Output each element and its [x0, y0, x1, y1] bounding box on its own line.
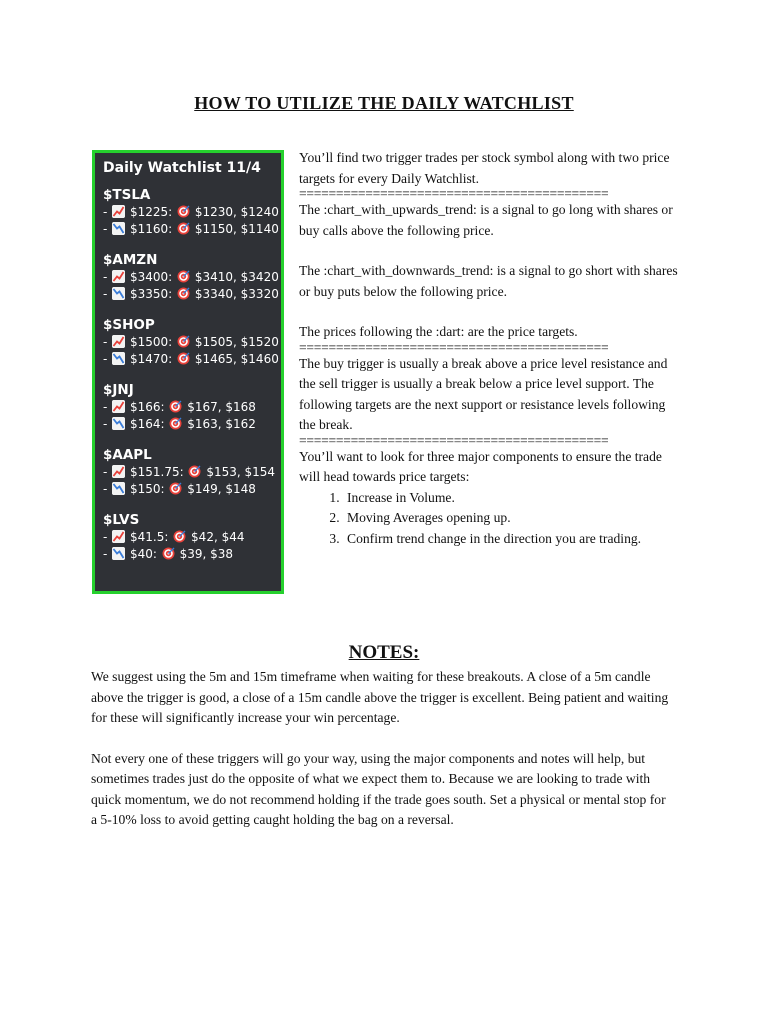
chart-upwards-icon: [112, 400, 125, 413]
notes-paragraph-2: Not every one of these triggers will go your way, using the major components and notes will help, but sometimes trades just do the opposite of what we expect them to. Because we are looking to trade with quick momentum, we do not recommend holding if the trade goes south. Set a physical or mental stop for a 5-10% loss to avoid getting caught holding the bag on a reversal.: [91, 750, 666, 827]
dart-icon: [177, 352, 190, 365]
chart-upwards-icon: [112, 270, 125, 283]
chart-downwards-icon: [112, 287, 125, 300]
down-trigger-price: $164:: [129, 417, 165, 431]
down-targets: $1465, $1460: [194, 352, 279, 366]
down-trigger-price: $150:: [129, 482, 165, 496]
up-trigger-row: - $1500: $1505, $1520: [103, 335, 279, 349]
down-trigger-row: - $164: $163, $162: [103, 417, 256, 431]
components-list: [299, 488, 684, 550]
up-targets: $42, $44: [191, 530, 245, 544]
dart-icon: [188, 465, 201, 478]
stock-symbol: $AMZN: [103, 252, 158, 268]
watchlist-group: [103, 252, 281, 303]
chart-upwards-icon: [112, 530, 125, 543]
up-targets: $1230, $1240: [194, 205, 279, 219]
up-targets: $153, $154: [206, 465, 276, 479]
dart-icon: [169, 417, 182, 430]
dart-icon: [162, 547, 175, 560]
watchlist-group: [103, 187, 281, 238]
dart-icon: [177, 287, 190, 300]
separator-line: ==========================================: [299, 341, 609, 353]
notes-body: [91, 667, 671, 851]
stock-symbol: $LVS: [103, 512, 140, 528]
down-targets: $163, $162: [187, 417, 256, 431]
down-trigger-row: - $150: $149, $148: [103, 482, 256, 496]
dart-text: The prices following the :dart: are the price targets.: [299, 324, 578, 339]
up-trigger-row: - $3400: $3410, $3420: [103, 270, 279, 284]
down-targets: $1150, $1140: [194, 222, 279, 236]
components-intro-text: You’ll want to look for three major components to ensure the trade will head towards price targets:: [299, 448, 662, 484]
watchlist-groups: [103, 187, 281, 563]
chart-downwards-icon: [112, 222, 125, 235]
up-trigger-price: $166:: [129, 400, 165, 414]
chart-upwards-icon: [112, 205, 125, 218]
dart-icon: [177, 270, 190, 283]
down-trigger-price: $1160:: [129, 222, 173, 236]
up-signal-text: The :chart_with_upwards_trend: is a signal to go long with shares or buy calls above the following price.: [299, 202, 673, 238]
up-trigger-price: $151.75:: [129, 465, 184, 479]
down-trigger-row: - $1160: $1150, $1140: [103, 222, 279, 236]
up-trigger-price: $41.5:: [129, 530, 169, 544]
down-trigger-price: $1470:: [129, 352, 173, 366]
down-trigger-row: - $3350: $3340, $3320: [103, 287, 279, 301]
dart-icon: [169, 400, 182, 413]
up-trigger-row: - $1225: $1230, $1240: [103, 205, 279, 219]
intro-text: You’ll find two trigger trades per stock symbol along with two price targets for every Daily Watchlist.: [299, 150, 670, 186]
dart-icon: [177, 205, 190, 218]
up-trigger-price: $1500:: [129, 335, 173, 349]
down-targets: $3340, $3320: [194, 287, 279, 301]
stock-symbol: $SHOP: [103, 317, 155, 333]
down-trigger-row: - $1470: $1465, $1460: [103, 352, 279, 366]
up-trigger-row: - $41.5: $42, $44: [103, 530, 245, 544]
watchlist-title: Daily Watchlist 11/4: [103, 160, 261, 176]
triggers-text: The buy trigger is usually a break above a price level resistance and the sell trigger is usually a break below a price level support. The following targets are the next support or resistance levels following the break.: [299, 355, 668, 432]
separator-line: ==========================================: [299, 188, 609, 199]
chart-upwards-icon: [112, 465, 125, 478]
up-trigger-row: - $166: $167, $168: [103, 400, 256, 414]
watchlist-group: [103, 512, 281, 563]
dart-icon: [177, 222, 190, 235]
list-item: 3. Confirm trend change in the direction you are trading.: [343, 529, 684, 550]
dart-icon: [169, 482, 182, 495]
chart-downwards-icon: [112, 417, 125, 430]
up-trigger-row: - $151.75: $153, $154: [103, 465, 276, 479]
instructions-column: [299, 148, 684, 549]
up-targets: $1505, $1520: [194, 335, 279, 349]
stock-symbol: $JNJ: [103, 382, 134, 398]
up-targets: $167, $168: [187, 400, 256, 414]
stock-symbol: $TSLA: [103, 187, 151, 203]
watchlist-group: [103, 317, 281, 368]
daily-watchlist-image: [92, 150, 284, 594]
up-targets: $3410, $3420: [194, 270, 279, 284]
down-trigger-row: - $40: $39, $38: [103, 547, 234, 561]
down-trigger-price: $3350:: [129, 287, 173, 301]
list-item: 2. Moving Averages opening up.: [343, 508, 684, 529]
separator-line: ==========================================: [299, 434, 609, 446]
list-item: 1. Increase in Volume.: [343, 488, 684, 509]
notes-heading: NOTES:: [348, 642, 420, 663]
page-title: HOW TO UTILIZE THE DAILY WATCHLIST: [194, 93, 574, 113]
chart-downwards-icon: [112, 352, 125, 365]
up-trigger-price: $1225:: [129, 205, 173, 219]
dart-icon: [173, 530, 186, 543]
notes-paragraph-1: We suggest using the 5m and 15m timeframe when waiting for these breakouts. A close of a 5m candle above the trigger is good, a close of a 15m candle above the trigger is excellent. Being patient and waiting for these will significantly increase your win percentage.: [91, 669, 669, 725]
down-trigger-price: $40:: [129, 547, 157, 561]
down-targets: $149, $148: [187, 482, 256, 496]
down-targets: $39, $38: [179, 547, 234, 561]
chart-downwards-icon: [112, 482, 125, 495]
chart-upwards-icon: [112, 335, 125, 348]
down-signal-text: The :chart_with_downwards_trend: is a signal to go short with shares or buy puts below the following price.: [299, 263, 678, 299]
dart-icon: [177, 335, 190, 348]
watchlist-group: [103, 382, 281, 433]
chart-downwards-icon: [112, 547, 125, 560]
stock-symbol: $AAPL: [103, 447, 152, 463]
up-trigger-price: $3400:: [129, 270, 173, 284]
watchlist-group: [103, 447, 281, 498]
